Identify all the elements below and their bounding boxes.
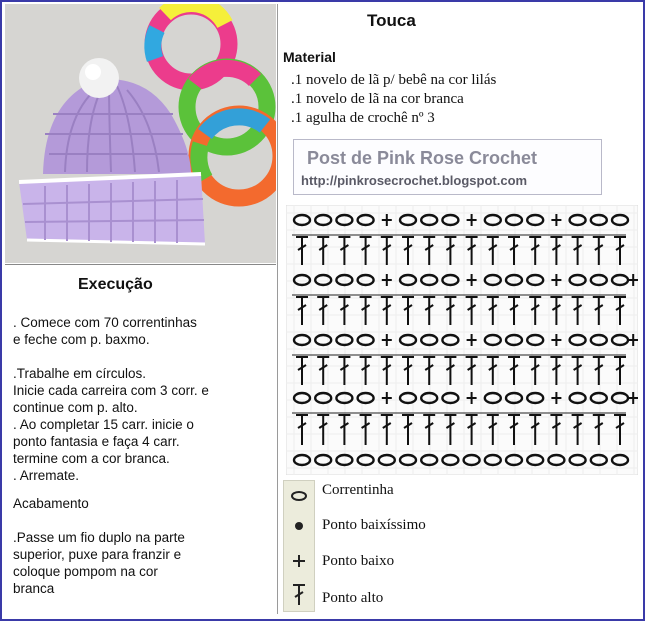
material-item: .1 agulha de crochê nº 3 bbox=[291, 110, 435, 126]
execucao-heading: Execução bbox=[78, 276, 153, 293]
material-item: .1 novelo de lã na cor branca bbox=[291, 91, 464, 107]
credit-url: http://pinkrosecrochet.blogspot.com bbox=[301, 173, 528, 188]
chain-oval-icon bbox=[292, 492, 306, 500]
double-crochet-icon bbox=[293, 585, 305, 605]
vertical-divider bbox=[277, 4, 278, 614]
single-crochet-plus-icon bbox=[293, 555, 305, 567]
acabamento-text: .Passe um fio duplo na parte superior, puxe para franzir e coloque pompom na cor branca bbox=[13, 530, 185, 596]
legend-label-single-crochet: Ponto baixo bbox=[322, 553, 395, 569]
material-heading: Material bbox=[283, 49, 336, 65]
credit-box bbox=[293, 139, 602, 195]
legend-label-slip-stitch: Ponto baixíssimo bbox=[322, 517, 426, 533]
execucao-paragraph: . Comece com 70 correntinhas e feche com p. baxmo. bbox=[13, 315, 197, 347]
credit-name: Post de Pink Rose Crochet bbox=[307, 148, 538, 168]
crochet-stitch-chart bbox=[286, 205, 638, 475]
photo-divider bbox=[5, 264, 276, 265]
material-item: .1 novelo de lã p/ bebê na cor lilás bbox=[291, 72, 497, 88]
legend-symbol-column bbox=[283, 480, 315, 612]
legend-label-chain: Correntinha bbox=[322, 482, 394, 498]
material-list bbox=[291, 71, 496, 128]
execucao-text bbox=[13, 314, 275, 501]
hat-photo bbox=[5, 4, 276, 263]
acabamento-heading: Acabamento bbox=[13, 496, 89, 511]
slip-stitch-dot-icon bbox=[295, 522, 303, 530]
legend-label-double-crochet: Ponto alto bbox=[322, 590, 384, 606]
execucao-paragraph: .Trabalhe em círculos. Inicie cada carreira com 3 corr. e continue com p. alto. . Ao completar 15 carr. inicie o ponto fantasia e faça 4 carr. termine com a cor branca. . Arremate. bbox=[13, 366, 209, 483]
page-title: Touca bbox=[367, 11, 416, 30]
